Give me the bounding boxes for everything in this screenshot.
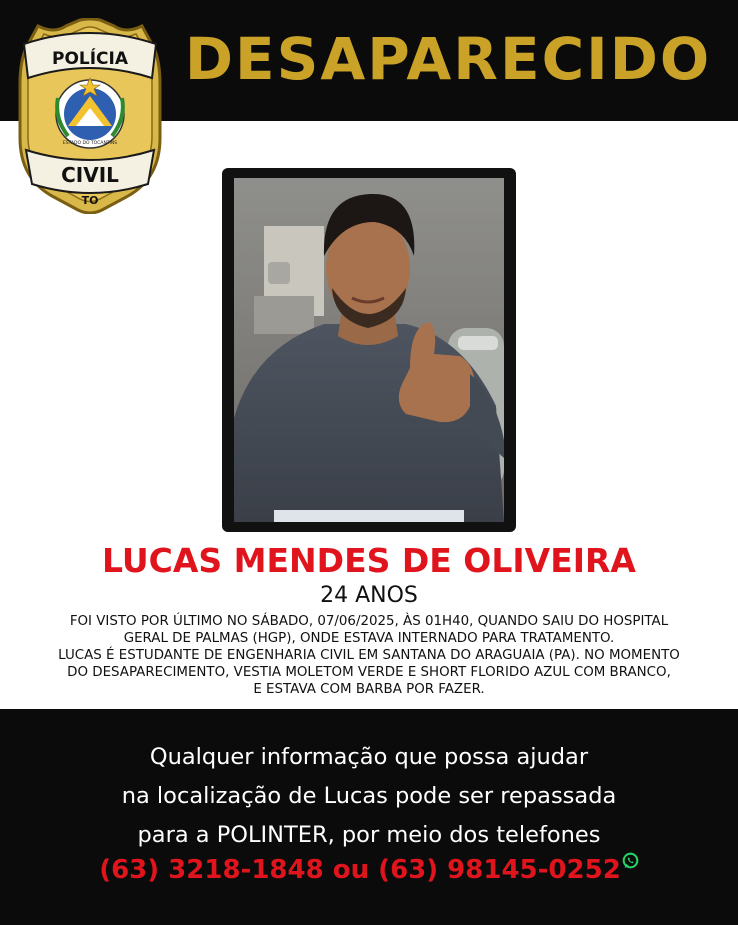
- contact-phones: [0, 852, 738, 888]
- contact-line: na localização de Lucas pode ser repassada: [121, 783, 617, 809]
- missing-person-age: 24 ANOS: [320, 583, 418, 608]
- description-line: FOI VISTO POR ÚLTIMO NO SÁBADO, 07/06/2025, ÀS 01H40, QUANDO SAIU DO HOSPITAL: [69, 614, 669, 629]
- badge-seal-text: ESTADO DO TOCANTINS: [62, 141, 118, 146]
- police-badge-icon: [14, 18, 166, 214]
- photo-frame: [222, 168, 516, 532]
- description: [10, 613, 728, 698]
- description-line: DO DESAPARECIMENTO, VESTIA MOLETOM VERDE E SHORT FLORIDO AZUL COM BRANCO,: [67, 665, 671, 680]
- badge-state-text: TO: [81, 194, 99, 207]
- description-line: E ESTAVA COM BARBA POR FAZER.: [253, 682, 485, 697]
- missing-person-name: LUCAS MENDES DE OLIVEIRA: [102, 541, 636, 580]
- whatsapp-icon: [622, 852, 639, 869]
- description-line: LUCAS É ESTUDANTE DE ENGENHARIA CIVIL EM SANTANA DO ARAGUAIA (PA). NO MOMENTO: [58, 648, 680, 663]
- badge-bottom-text: CIVIL: [61, 163, 119, 187]
- missing-person-photo: [234, 178, 504, 522]
- phone-numbers: (63) 3218-1848 ou (63) 98145-0252: [99, 855, 621, 885]
- contact-line: Qualquer informação que possa ajudar: [149, 744, 589, 770]
- headline: DESAPARECIDO: [184, 25, 712, 93]
- contact-line: para a POLINTER, por meio dos telefones: [137, 822, 601, 848]
- badge-top-text: POLÍCIA: [51, 49, 129, 69]
- contact-info: [0, 738, 738, 855]
- description-line: GERAL DE PALMAS (HGP), ONDE ESTAVA INTERNADO PARA TRATAMENTO.: [123, 631, 615, 646]
